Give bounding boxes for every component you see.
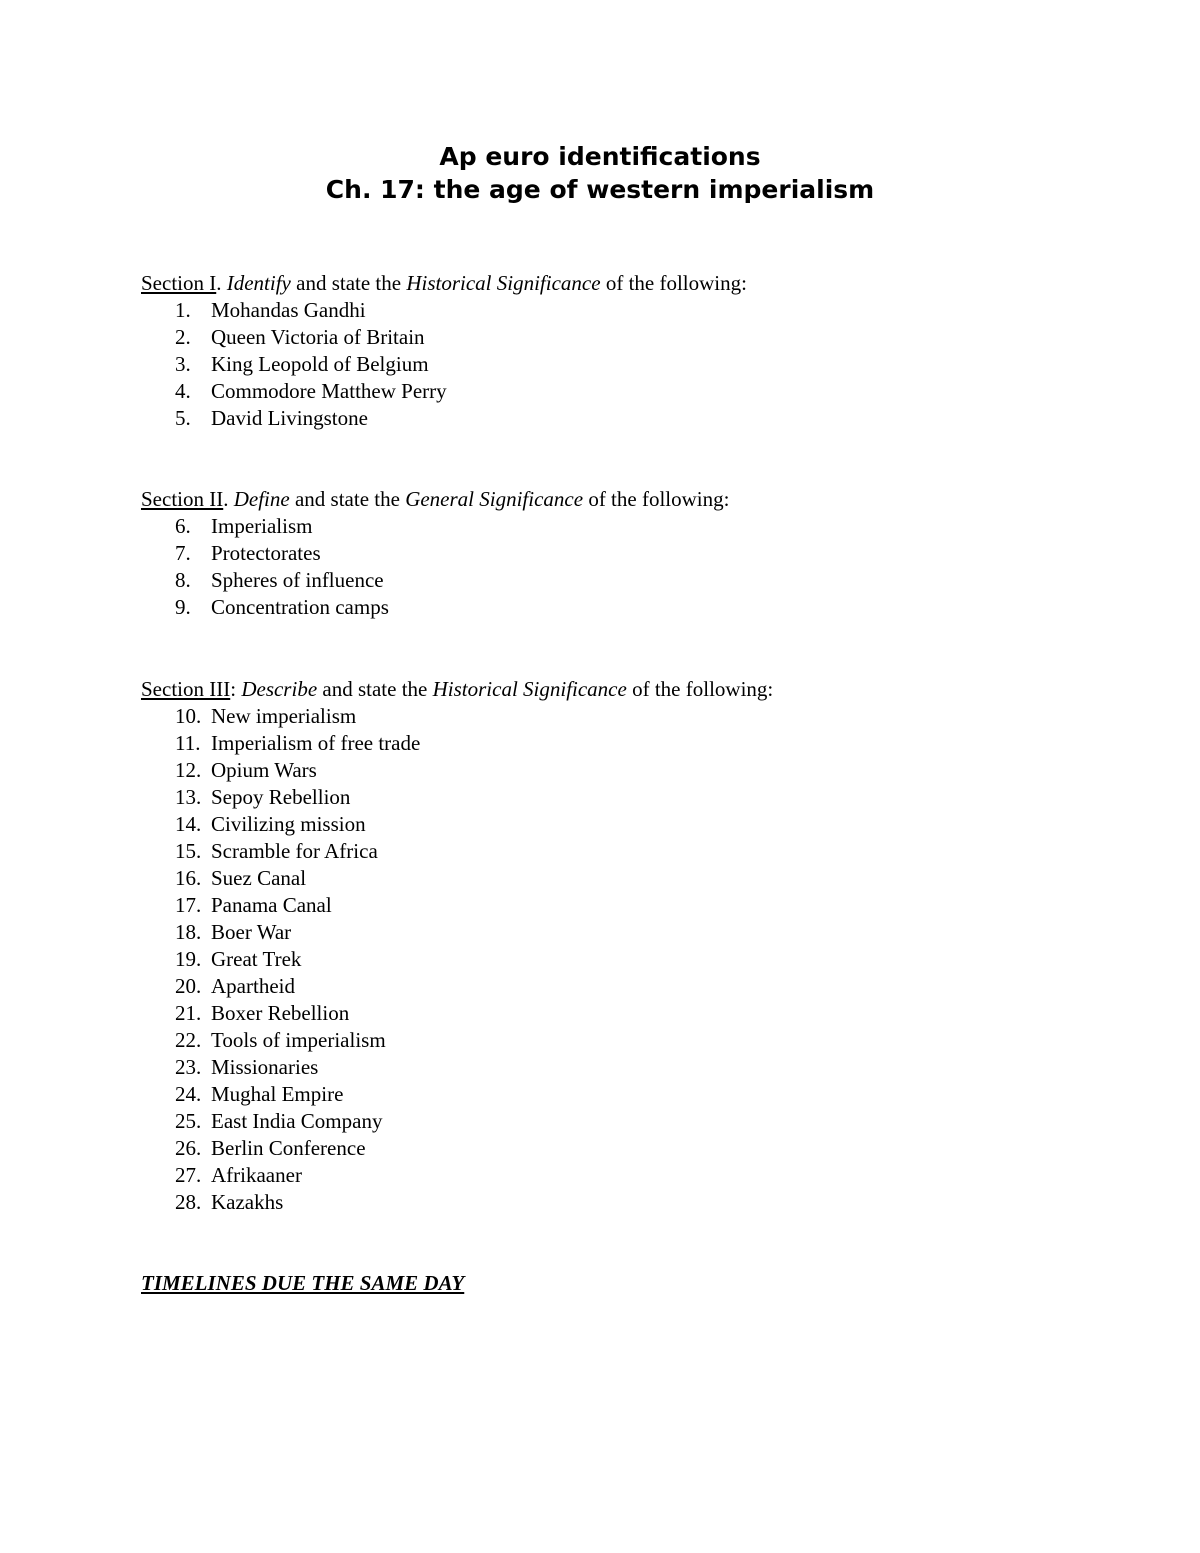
section-mid-text: and state the [290, 271, 407, 295]
item-number: 10. [175, 704, 202, 728]
item-number: 18. [175, 920, 202, 944]
item-text: Missionaries [211, 1055, 319, 1079]
section-verb: Describe [241, 677, 318, 701]
list-item [141, 594, 1141, 621]
item-text: Mughal Empire [211, 1082, 344, 1106]
item-number: 13. [175, 785, 202, 809]
section-tail-text: of the following: [583, 487, 730, 511]
section-label: Section II [141, 487, 224, 511]
section-heading [141, 486, 1141, 513]
item-number: 17. [175, 893, 202, 917]
section-mid-text: and state the [289, 487, 406, 511]
section-3 [141, 676, 1141, 1216]
list-item [141, 297, 1141, 324]
item-number: 25. [175, 1109, 202, 1133]
list-item [141, 811, 1141, 838]
section-verb: Define [233, 487, 290, 511]
item-text: Commodore Matthew Perry [211, 379, 447, 403]
item-number: 2. [175, 325, 191, 349]
item-text: Afrikaaner [211, 1163, 302, 1187]
section-1-list [141, 297, 1141, 432]
item-number: 14. [175, 812, 202, 836]
section-separator: : [230, 677, 237, 701]
section-2 [141, 486, 1141, 621]
item-number: 21. [175, 1001, 202, 1025]
item-number: 12. [175, 758, 202, 782]
list-item [141, 378, 1141, 405]
title-line-2: Ch. 17: the age of western imperialism [325, 175, 875, 204]
item-text: King Leopold of Belgium [211, 352, 429, 376]
item-text: Imperialism of free trade [211, 731, 421, 755]
section-tail-text: of the following: [600, 271, 747, 295]
list-item [141, 405, 1141, 432]
item-text: Scramble for Africa [211, 839, 378, 863]
item-text: Boer War [211, 920, 292, 944]
item-text: East India Company [211, 1109, 383, 1133]
document-title [0, 140, 1200, 206]
list-item [141, 567, 1141, 594]
timelines-notice: TIMELINES DUE THE SAME DAY [141, 1271, 465, 1295]
section-tail-text: of the following: [626, 677, 774, 701]
list-item [141, 865, 1141, 892]
list-item [141, 703, 1141, 730]
item-text: Kazakhs [211, 1190, 284, 1214]
list-item [141, 324, 1141, 351]
item-number: 1. [175, 298, 191, 322]
item-number: 23. [175, 1055, 202, 1079]
item-number: 22. [175, 1028, 202, 1052]
section-significance: Historical Significance [406, 271, 601, 295]
section-heading [141, 270, 1141, 297]
section-separator: . [223, 487, 229, 511]
list-item [141, 757, 1141, 784]
section-3-list [141, 703, 1141, 1216]
list-item [141, 1108, 1141, 1135]
item-text: Suez Canal [211, 866, 307, 890]
list-item [141, 1135, 1141, 1162]
list-item [141, 351, 1141, 378]
item-text: Opium Wars [211, 758, 317, 782]
list-item [141, 1000, 1141, 1027]
item-number: 28. [175, 1190, 202, 1214]
list-item [141, 1027, 1141, 1054]
list-item [141, 784, 1141, 811]
section-heading [141, 676, 1141, 703]
item-number: 20. [175, 974, 202, 998]
item-text: Mohandas Gandhi [211, 298, 366, 322]
list-item [141, 1189, 1141, 1216]
list-item [141, 919, 1141, 946]
item-number: 3. [175, 352, 191, 376]
section-1 [141, 270, 1141, 432]
item-text: Boxer Rebellion [211, 1001, 350, 1025]
item-text: Tools of imperialism [211, 1028, 386, 1052]
item-number: 11. [175, 731, 201, 755]
list-item [141, 540, 1141, 567]
section-separator: . [216, 271, 222, 295]
title-line-1: Ap euro identifications [439, 142, 761, 171]
item-number: 24. [175, 1082, 202, 1106]
section-significance: General Significance [405, 487, 584, 511]
item-text: Berlin Conference [211, 1136, 366, 1160]
item-number: 8. [175, 568, 191, 592]
section-label: Section I [141, 271, 217, 295]
item-text: David Livingstone [211, 406, 368, 430]
item-text: Sepoy Rebellion [211, 785, 351, 809]
section-verb: Identify [226, 271, 291, 295]
item-number: 27. [175, 1163, 202, 1187]
section-2-list [141, 513, 1141, 621]
list-item [141, 1054, 1141, 1081]
item-number: 4. [175, 379, 191, 403]
list-item [141, 1081, 1141, 1108]
item-text: Queen Victoria of Britain [211, 325, 425, 349]
list-item [141, 730, 1141, 757]
list-item [141, 946, 1141, 973]
list-item [141, 973, 1141, 1000]
list-item [141, 838, 1141, 865]
item-number: 16. [175, 866, 202, 890]
item-text: Apartheid [211, 974, 295, 998]
item-text: Civilizing mission [211, 812, 366, 836]
item-text: Protectorates [211, 541, 321, 565]
list-item [141, 513, 1141, 540]
list-item [141, 1162, 1141, 1189]
list-item [141, 892, 1141, 919]
item-number: 15. [175, 839, 202, 863]
section-mid-text: and state the [317, 677, 433, 701]
section-significance: Historical Significance [432, 677, 627, 701]
item-text: Great Trek [211, 947, 302, 971]
item-number: 6. [175, 514, 191, 538]
item-number: 5. [175, 406, 191, 430]
item-number: 9. [175, 595, 191, 619]
item-text: Panama Canal [211, 893, 332, 917]
item-number: 7. [175, 541, 191, 565]
item-text: Concentration camps [211, 595, 389, 619]
item-number: 26. [175, 1136, 202, 1160]
item-number: 19. [175, 947, 202, 971]
item-text: New imperialism [211, 704, 357, 728]
item-text: Imperialism [211, 514, 313, 538]
item-text: Spheres of influence [211, 568, 384, 592]
section-label: Section III [141, 677, 231, 701]
